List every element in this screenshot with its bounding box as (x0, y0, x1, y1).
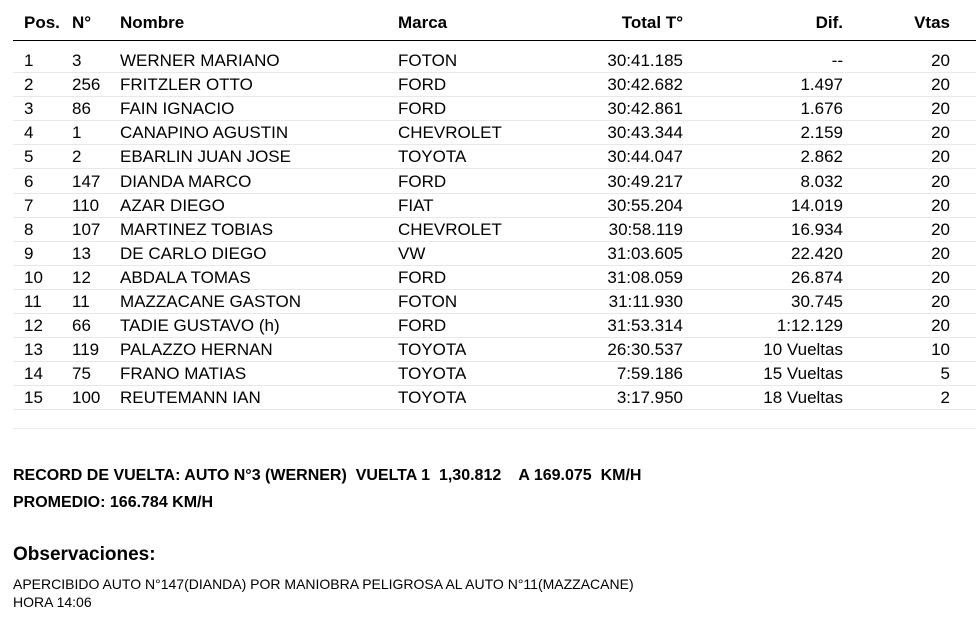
table-row (13, 313, 976, 338)
cell-dif: 14.019 (791, 195, 843, 215)
cell-dif: 26.874 (791, 267, 843, 287)
cell-dif: 16.934 (791, 219, 843, 239)
cell-laps: 20 (931, 75, 950, 95)
cell-laps: 20 (931, 219, 950, 239)
table-row (13, 120, 976, 145)
cell-dif: 22.420 (791, 243, 843, 263)
cell-pos: 13 (24, 340, 43, 360)
cell-num: 75 (72, 364, 91, 384)
cell-num: 147 (72, 171, 101, 191)
cell-laps: 20 (931, 147, 950, 167)
cell-laps: 20 (931, 316, 950, 336)
table-row (13, 337, 976, 362)
cell-brand: FORD (398, 75, 447, 95)
cell-brand: TOYOTA (398, 364, 467, 384)
cell-dif: 30.745 (791, 292, 843, 311)
cell-brand: TOYOTA (398, 340, 467, 360)
cell-laps: 10 (931, 340, 950, 360)
table-row (13, 241, 976, 266)
cell-total: 31:08.059 (607, 267, 683, 287)
cell-total: 30:49.217 (607, 171, 683, 191)
observation-line: HORA 14:06 (13, 594, 92, 610)
cell-name: REUTEMANN IAN (120, 388, 261, 408)
cell-name: FRITZLER OTTO (120, 75, 253, 95)
header-dif: Dif. (815, 13, 843, 32)
table-row (13, 265, 976, 290)
observations-title: Observaciones: (13, 544, 156, 565)
cell-num: 1 (72, 123, 82, 143)
table-row (13, 72, 976, 97)
cell-total: 31:53.314 (607, 316, 683, 336)
cell-pos: 11 (24, 292, 42, 311)
cell-laps: 20 (931, 195, 950, 215)
cell-dif: 18 Vueltas (763, 388, 843, 408)
cell-num: 66 (72, 316, 91, 336)
header-brand: Marca (398, 13, 448, 32)
cell-total: 30:55.204 (607, 195, 683, 215)
cell-pos: 14 (24, 364, 43, 384)
cell-laps: 2 (940, 388, 950, 408)
cell-total: 30:58.119 (608, 219, 683, 239)
cell-pos: 3 (24, 99, 34, 119)
cell-total: 26:30.537 (607, 340, 683, 360)
cell-name: WERNER MARIANO (120, 51, 280, 70)
cell-num: 12 (72, 267, 91, 287)
cell-name: EBARLIN JUAN JOSE (120, 147, 291, 167)
cell-total: 30:41.185 (607, 51, 683, 70)
cell-pos: 2 (24, 75, 34, 95)
cell-brand: FOTON (398, 292, 458, 311)
cell-name: PALAZZO HERNAN (120, 340, 273, 360)
cell-total: 7:59.186 (616, 364, 683, 384)
cell-brand: FORD (398, 267, 447, 287)
cell-name: FAIN IGNACIO (120, 99, 235, 119)
header-divider (13, 40, 976, 41)
header-name: Nombre (120, 13, 185, 32)
cell-num: 11 (72, 292, 90, 311)
cell-total: 30:43.344 (607, 123, 683, 143)
cell-name: DE CARLO DIEGO (120, 243, 267, 263)
cell-dif: 1:12.129 (776, 316, 843, 336)
cell-brand: TOYOTA (398, 388, 467, 408)
observation-line: APERCIBIDO AUTO N°147(DIANDA) POR MANIOBRA PELIGROSA AL AUTO N°11(MAZZACANE) (13, 576, 634, 592)
cell-brand: VW (398, 243, 426, 263)
cell-dif: 1.497 (800, 75, 843, 95)
cell-dif: 15 Vueltas (763, 364, 843, 384)
table-row (13, 385, 976, 410)
table-bottom-divider (13, 428, 976, 429)
cell-name: MARTINEZ TOBIAS (120, 219, 274, 239)
cell-num: 119 (72, 340, 100, 360)
table-row (13, 217, 976, 242)
cell-num: 86 (72, 99, 91, 119)
cell-pos: 12 (24, 316, 43, 336)
header-num: N° (72, 13, 92, 32)
cell-pos: 5 (24, 147, 34, 167)
cell-laps: 5 (940, 364, 950, 384)
cell-num: 110 (72, 195, 100, 215)
header-laps: Vtas (914, 13, 950, 32)
cell-brand: FOTON (398, 51, 458, 70)
cell-total: 31:11.930 (608, 292, 683, 311)
table-row (13, 96, 976, 121)
cell-name: ABDALA TOMAS (120, 267, 251, 287)
table-row (13, 169, 976, 194)
cell-name: TADIE GUSTAVO (h) (120, 316, 280, 336)
cell-name: AZAR DIEGO (120, 195, 225, 215)
cell-name: CANAPINO AGUSTIN (120, 123, 289, 143)
lap-record: RECORD DE VUELTA: AUTO N°3 (WERNER) VUELTA 1 1,30.812 A 169.075 KM/H (13, 467, 642, 484)
cell-brand: FORD (398, 99, 447, 119)
average-speed: PROMEDIO: 166.784 KM/H (13, 494, 214, 511)
cell-total: 3:17.950 (616, 388, 683, 408)
cell-pos: 4 (24, 123, 34, 143)
header-pos: Pos. (24, 13, 60, 32)
cell-total: 31:03.605 (607, 243, 683, 263)
cell-pos: 15 (24, 388, 43, 408)
cell-num: 2 (72, 147, 82, 167)
table-row (13, 48, 976, 73)
cell-name: DIANDA MARCO (120, 171, 252, 191)
cell-dif: 10 Vueltas (763, 340, 843, 360)
cell-pos: 9 (24, 243, 34, 263)
cell-name: MAZZACANE GASTON (120, 292, 302, 311)
cell-pos: 7 (24, 195, 34, 215)
cell-dif: 8.032 (800, 171, 843, 191)
cell-brand: FIAT (398, 195, 434, 215)
cell-dif: 2.862 (800, 147, 843, 167)
cell-num: 107 (72, 219, 101, 239)
cell-laps: 20 (931, 243, 950, 263)
cell-laps: 20 (931, 267, 950, 287)
cell-laps: 20 (931, 51, 950, 70)
cell-dif: 1.676 (800, 99, 843, 119)
table-row (13, 144, 976, 169)
cell-pos: 8 (24, 219, 34, 239)
cell-num: 13 (72, 243, 91, 263)
cell-laps: 20 (931, 292, 950, 311)
cell-dif: 2.159 (800, 123, 843, 143)
cell-dif: -- (831, 51, 843, 70)
cell-total: 30:44.047 (607, 147, 683, 167)
cell-num: 256 (72, 75, 101, 95)
cell-pos: 10 (24, 267, 43, 287)
cell-num: 3 (72, 51, 82, 70)
table-row (13, 361, 976, 386)
cell-pos: 6 (24, 171, 34, 191)
cell-laps: 20 (931, 99, 950, 119)
cell-total: 30:42.682 (607, 75, 683, 95)
cell-brand: FORD (398, 316, 447, 336)
cell-laps: 20 (931, 123, 950, 143)
cell-total: 30:42.861 (607, 99, 683, 119)
table-row (13, 289, 976, 314)
cell-brand: CHEVROLET (398, 123, 502, 143)
cell-name: FRANO MATIAS (120, 364, 247, 384)
table-row (13, 193, 976, 218)
cell-brand: TOYOTA (398, 147, 467, 167)
cell-brand: FORD (398, 171, 447, 191)
header-total: Total T° (621, 13, 683, 32)
cell-brand: CHEVROLET (398, 219, 502, 239)
cell-laps: 20 (931, 171, 950, 191)
cell-num: 100 (72, 388, 101, 408)
cell-pos: 1 (24, 51, 34, 70)
